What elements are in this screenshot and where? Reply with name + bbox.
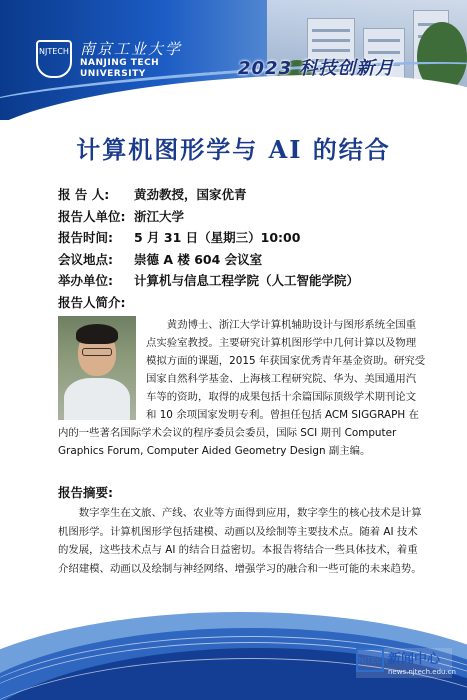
speaker-photo <box>58 316 136 420</box>
event-title: 2023 科技创新月 <box>238 58 395 79</box>
info-row-organizer: 举办单位: 计算机与信息工程学院（人工智能学院） <box>58 273 360 288</box>
news-center-logo <box>356 648 456 678</box>
event-info <box>58 184 438 292</box>
news-logo-text: 新闻中心 <box>388 652 441 667</box>
abstract-heading: 报告摘要: <box>58 485 113 500</box>
abstract-text: 数字孪生在文旅、产线、农业等方面得到应用，数字孪生的核心技术是计算机图形学。计算机图形学包括建模、动画以及绘制等主要技术点。随着 AI 技术的发展，这些技术点与 AI 的结合日益密切。本报告将结合一些具体技术，着重介绍建模、动画以及绘制与神经网络、增强学习的融合和一些可能的未来趋势。 <box>58 507 422 575</box>
header-banner <box>0 0 467 120</box>
seal-text: NJTECH <box>39 47 69 56</box>
university-name-en: NANJING TECH UNIVERSITY <box>80 58 160 79</box>
bio-paragraph: 黄劲博士、浙江大学计算机辅助设计与图形系统全国重点实验室教授。主要研究计算机图形学中几何计算以及物理模拟方面的课题，2015 年获国家优秀青年基金资助。研究受国家自然科学基金、上海核工程研究院、华为、美国通用汽车等的资助，取得的成果包括十余篇国际顶级学术期刊论文和 10 余项国家发明专利。曾担任包括 ACM SIGGRAPH 在内的一些著名国际学术会议的程序委员会委员，国际 SCI 期刊 Computer Graphics Forum, Computer Aided Geometry Design 副主编。 <box>58 319 426 457</box>
info-row-time: 报告时间: 5 月 31 日（星期三）10:00 <box>58 230 301 245</box>
news-logo-icon: NJTECH <box>356 648 384 672</box>
university-name-cn: 南京工业大学 <box>80 40 183 58</box>
bio-heading: 报告人简介: <box>58 295 126 310</box>
university-seal-icon <box>36 40 72 78</box>
info-row-venue: 会议地点: 崇德 A 楼 604 会议室 <box>58 251 263 267</box>
info-row-speaker: 报 告 人: 黄劲教授，国家优青 <box>58 187 247 202</box>
news-logo-url: news.njtech.edu.cn <box>388 668 456 676</box>
speaker-bio <box>58 316 426 460</box>
info-row-affiliation: 报告人单位: 浙江大学 <box>58 208 185 224</box>
page-title: 计算机图形学与 AI 的结合 <box>76 135 391 164</box>
footer-wave-decoration <box>0 592 467 700</box>
